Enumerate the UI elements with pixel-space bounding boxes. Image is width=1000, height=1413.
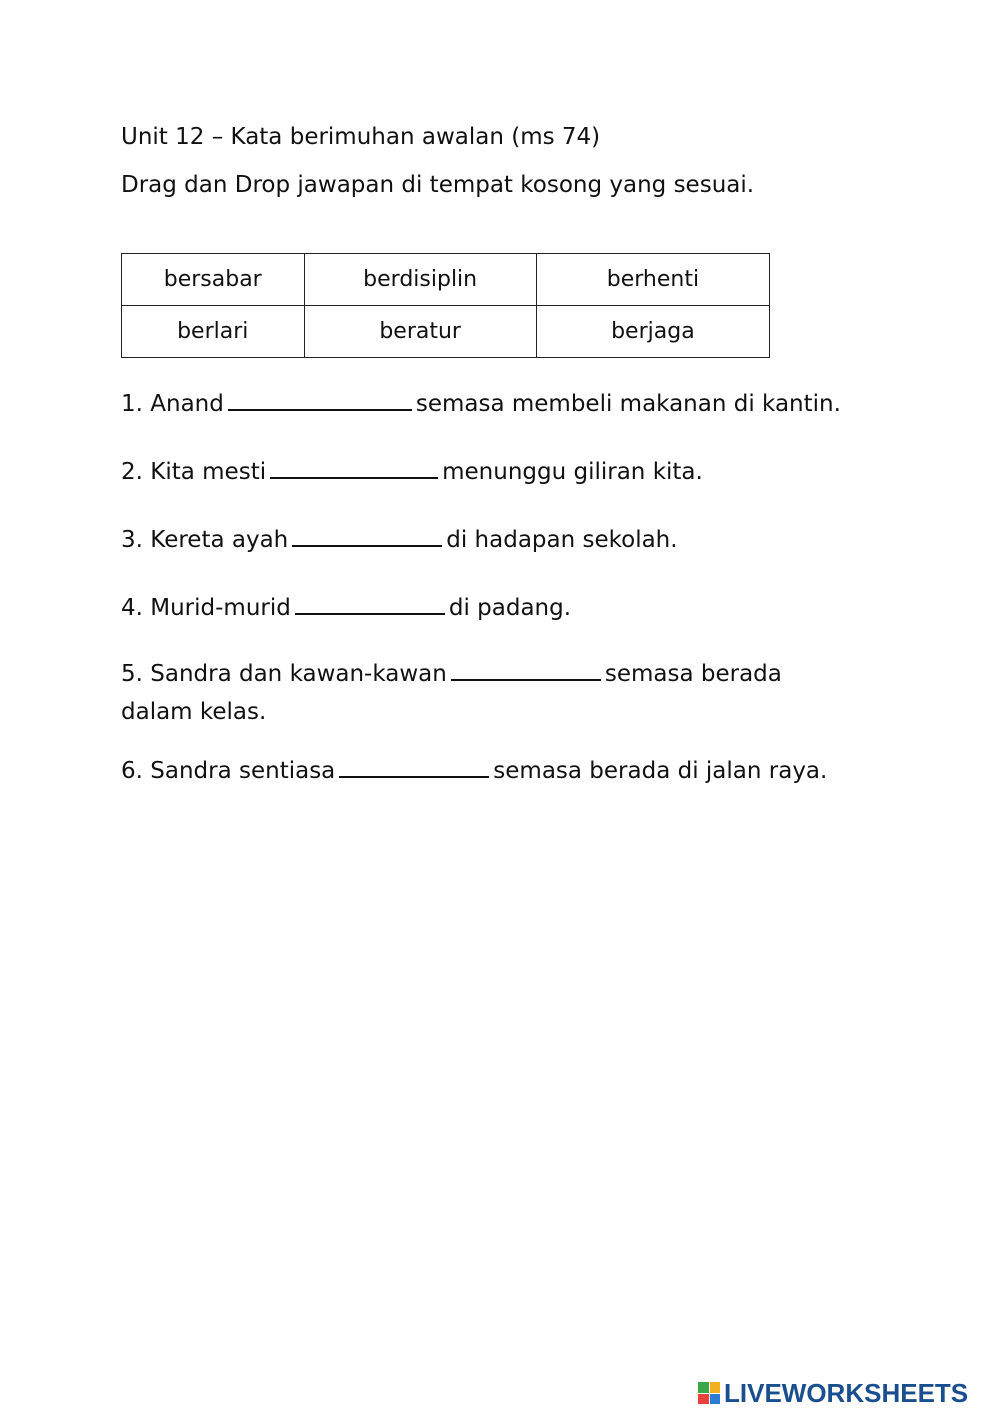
answer-drop-zone-6[interactable] xyxy=(339,754,489,778)
liveworksheets-logo-icon xyxy=(698,1382,720,1404)
worksheet-instruction: Drag dan Drop jawapan di tempat kosong yang sesuai. xyxy=(121,172,755,198)
question-2 xyxy=(121,453,703,491)
word-bank-table xyxy=(121,253,770,358)
question-text-before: 5. Sandra dan kawan-kawan xyxy=(121,661,447,687)
question-text-after: semasa membeli makanan di kantin. xyxy=(415,391,841,417)
question-text-after: di hadapan sekolah. xyxy=(446,527,678,553)
word-option-berlari[interactable]: berlari xyxy=(122,306,305,358)
question-text-after: semasa berada dalam kelas. xyxy=(121,661,782,725)
question-text-after: semasa berada di jalan raya. xyxy=(493,758,828,784)
word-option-bersabar[interactable]: bersabar xyxy=(122,254,305,306)
question-text-before: 6. Sandra sentiasa xyxy=(121,758,336,784)
word-option-berjaga[interactable]: berjaga xyxy=(536,306,769,358)
question-text-after: di padang. xyxy=(448,595,572,621)
word-option-berdisiplin[interactable]: berdisiplin xyxy=(304,254,536,306)
question-5 xyxy=(121,655,841,731)
question-6 xyxy=(121,752,827,790)
word-bank-row xyxy=(122,254,770,306)
answer-drop-zone-3[interactable] xyxy=(292,523,442,547)
liveworksheets-brand: LIVEWORKSHEETS xyxy=(724,1377,969,1408)
question-3 xyxy=(121,521,678,559)
liveworksheets-logo xyxy=(698,1378,968,1408)
question-text-before: 3. Kereta ayah xyxy=(121,527,289,553)
logo-square xyxy=(698,1394,709,1405)
answer-drop-zone-1[interactable] xyxy=(228,387,412,411)
question-text-after: menunggu giliran kita. xyxy=(442,459,703,485)
question-text-before: 1. Anand xyxy=(121,391,224,417)
question-4 xyxy=(121,589,571,627)
logo-square xyxy=(710,1382,721,1393)
answer-drop-zone-2[interactable] xyxy=(270,455,438,479)
logo-square xyxy=(698,1382,709,1393)
word-option-berhenti[interactable]: berhenti xyxy=(536,254,769,306)
logo-square xyxy=(710,1394,721,1405)
word-bank-row xyxy=(122,306,770,358)
question-text-before: 4. Murid-murid xyxy=(121,595,291,621)
question-text-before: 2. Kita mesti xyxy=(121,459,267,485)
question-1 xyxy=(121,385,841,423)
answer-drop-zone-5[interactable] xyxy=(451,657,601,681)
answer-drop-zone-4[interactable] xyxy=(295,591,445,615)
worksheet-title: Unit 12 – Kata berimuhan awalan (ms 74) xyxy=(121,124,601,150)
word-option-beratur[interactable]: beratur xyxy=(304,306,536,358)
